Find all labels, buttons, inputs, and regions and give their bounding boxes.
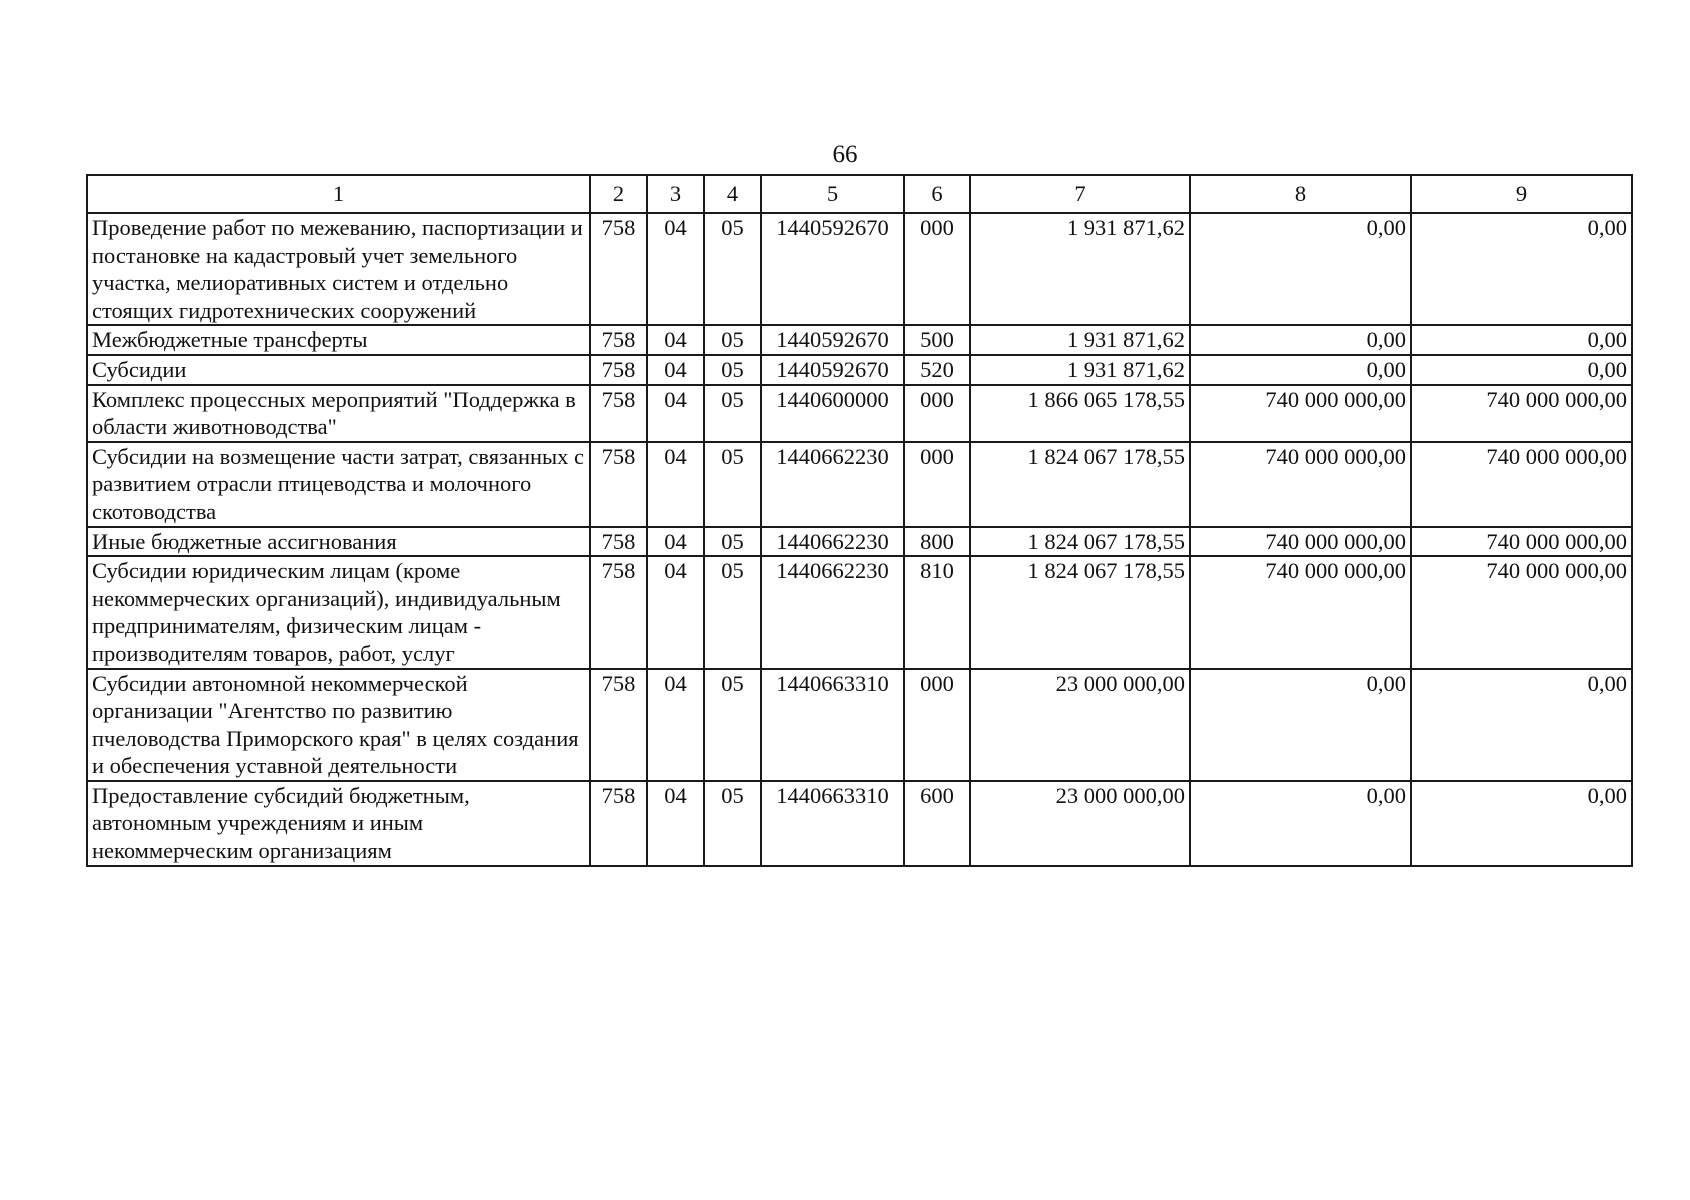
code-admin: 758	[590, 527, 647, 557]
code-subsection: 05	[704, 527, 761, 557]
table-row	[87, 385, 1632, 442]
table-row	[87, 781, 1632, 866]
amount-col-8: 740 000 000,00	[1190, 527, 1411, 557]
column-header-8: 8	[1190, 175, 1411, 213]
column-header-4: 4	[704, 175, 761, 213]
column-header-1: 1	[87, 175, 590, 213]
column-header-2: 2	[590, 175, 647, 213]
amount-col-7: 1 931 871,62	[970, 355, 1190, 385]
code-expense-type: 600	[904, 781, 970, 866]
page-number: 66	[832, 141, 858, 168]
amount-col-7: 1 824 067 178,55	[970, 556, 1190, 668]
row-name: Субсидии юридическим лицам (кроме некоммерческих организаций), индивидуальным предпринимателям, физическим лицам - производителям товаров, работ, услуг	[87, 556, 590, 668]
amount-col-9: 0,00	[1411, 325, 1632, 355]
code-subsection: 05	[704, 213, 761, 325]
row-name: Субсидии	[87, 355, 590, 385]
amount-col-9: 740 000 000,00	[1411, 556, 1632, 668]
code-target: 1440663310	[761, 669, 904, 781]
table-row	[87, 669, 1632, 781]
code-admin: 758	[590, 781, 647, 866]
table-row	[87, 527, 1632, 557]
column-header-7: 7	[970, 175, 1190, 213]
amount-col-7: 1 931 871,62	[970, 325, 1190, 355]
code-section: 04	[647, 325, 704, 355]
row-name: Предоставление субсидий бюджетным, автономным учреждениям и иным некоммерческим организациям	[87, 781, 590, 866]
code-subsection: 05	[704, 355, 761, 385]
column-header-9: 9	[1411, 175, 1632, 213]
table-row	[87, 556, 1632, 668]
amount-col-9: 740 000 000,00	[1411, 527, 1632, 557]
code-subsection: 05	[704, 781, 761, 866]
code-section: 04	[647, 669, 704, 781]
table-row	[87, 213, 1632, 325]
amount-col-9: 740 000 000,00	[1411, 442, 1632, 527]
code-admin: 758	[590, 556, 647, 668]
code-target: 1440662230	[761, 556, 904, 668]
row-name: Комплекс процессных мероприятий "Поддержка в области животноводства"	[87, 385, 590, 442]
code-target: 1440663310	[761, 781, 904, 866]
header-row	[87, 175, 1632, 213]
amount-col-7: 1 866 065 178,55	[970, 385, 1190, 442]
code-target: 1440592670	[761, 213, 904, 325]
code-section: 04	[647, 385, 704, 442]
code-admin: 758	[590, 385, 647, 442]
code-admin: 758	[590, 355, 647, 385]
amount-col-8: 740 000 000,00	[1190, 442, 1411, 527]
amount-col-9: 0,00	[1411, 669, 1632, 781]
code-subsection: 05	[704, 556, 761, 668]
budget-table	[86, 174, 1633, 867]
code-section: 04	[647, 556, 704, 668]
amount-col-8: 740 000 000,00	[1190, 385, 1411, 442]
amount-col-9: 0,00	[1411, 213, 1632, 325]
amount-col-9: 0,00	[1411, 355, 1632, 385]
code-expense-type: 800	[904, 527, 970, 557]
code-expense-type: 000	[904, 669, 970, 781]
code-admin: 758	[590, 213, 647, 325]
code-expense-type: 000	[904, 442, 970, 527]
code-section: 04	[647, 781, 704, 866]
code-section: 04	[647, 527, 704, 557]
code-expense-type: 810	[904, 556, 970, 668]
code-admin: 758	[590, 325, 647, 355]
code-subsection: 05	[704, 442, 761, 527]
table-row	[87, 325, 1632, 355]
code-section: 04	[647, 213, 704, 325]
amount-col-8: 0,00	[1190, 781, 1411, 866]
amount-col-7: 1 824 067 178,55	[970, 442, 1190, 527]
column-header-3: 3	[647, 175, 704, 213]
code-subsection: 05	[704, 385, 761, 442]
code-target: 1440592670	[761, 355, 904, 385]
amount-col-8: 0,00	[1190, 325, 1411, 355]
code-target: 1440592670	[761, 325, 904, 355]
row-name: Иные бюджетные ассигнования	[87, 527, 590, 557]
amount-col-7: 23 000 000,00	[970, 781, 1190, 866]
row-name: Субсидии автономной некоммерческой организации "Агентство по развитию пчеловодства Приморского края" в целях создания и обеспечения уставной деятельности	[87, 669, 590, 781]
code-admin: 758	[590, 442, 647, 527]
code-subsection: 05	[704, 325, 761, 355]
column-header-5: 5	[761, 175, 904, 213]
amount-col-8: 0,00	[1190, 355, 1411, 385]
code-target: 1440600000	[761, 385, 904, 442]
amount-col-8: 0,00	[1190, 669, 1411, 781]
table-row	[87, 442, 1632, 527]
column-header-6: 6	[904, 175, 970, 213]
amount-col-8: 0,00	[1190, 213, 1411, 325]
row-name: Межбюджетные трансферты	[87, 325, 590, 355]
amount-col-9: 0,00	[1411, 781, 1632, 866]
row-name: Проведение работ по межеванию, паспортизации и постановке на кадастровый учет земельного участка, мелиоративных систем и отдельно стоящих гидротехнических сооружений	[87, 213, 590, 325]
amount-col-7: 1 824 067 178,55	[970, 527, 1190, 557]
code-target: 1440662230	[761, 527, 904, 557]
code-subsection: 05	[704, 669, 761, 781]
code-expense-type: 000	[904, 385, 970, 442]
amount-col-8: 740 000 000,00	[1190, 556, 1411, 668]
table-row	[87, 355, 1632, 385]
code-target: 1440662230	[761, 442, 904, 527]
amount-col-7: 23 000 000,00	[970, 669, 1190, 781]
code-section: 04	[647, 442, 704, 527]
code-admin: 758	[590, 669, 647, 781]
row-name: Субсидии на возмещение части затрат, связанных с развитием отрасли птицеводства и молочного скотоводства	[87, 442, 590, 527]
code-expense-type: 520	[904, 355, 970, 385]
amount-col-9: 740 000 000,00	[1411, 385, 1632, 442]
code-expense-type: 000	[904, 213, 970, 325]
amount-col-7: 1 931 871,62	[970, 213, 1190, 325]
code-expense-type: 500	[904, 325, 970, 355]
code-section: 04	[647, 355, 704, 385]
